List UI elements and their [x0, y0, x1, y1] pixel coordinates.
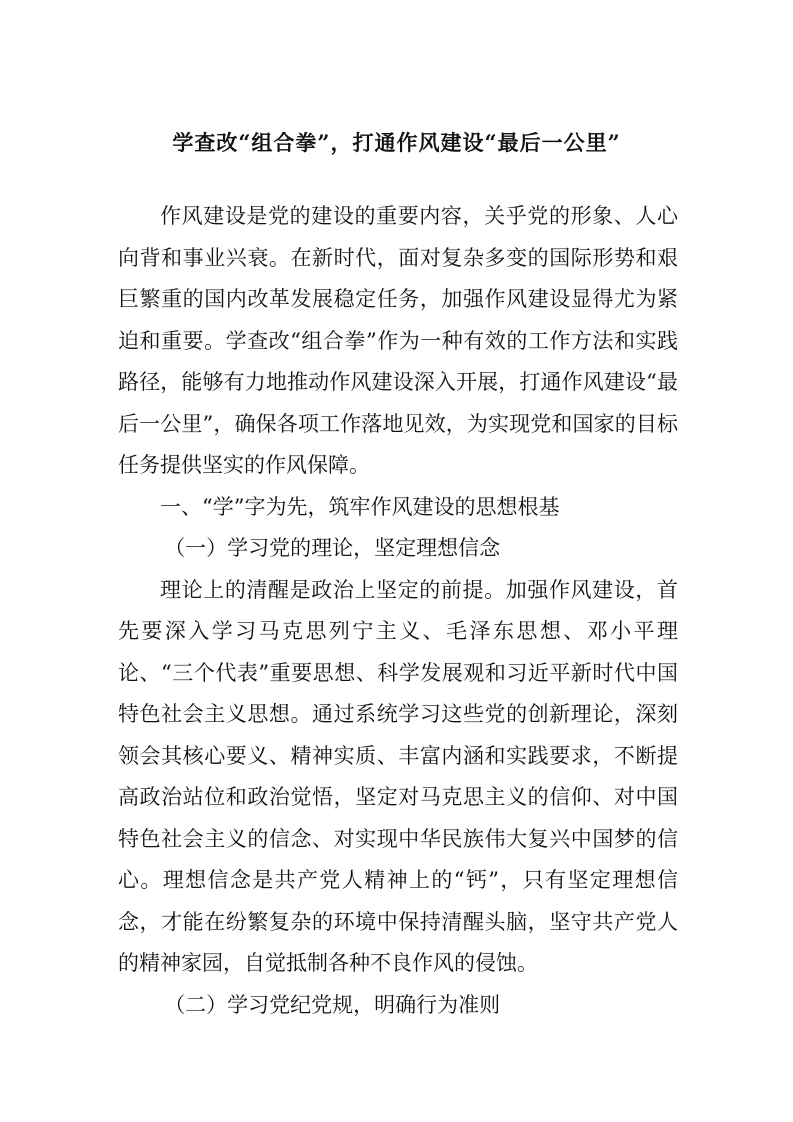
document-title: 学查改“组合拳”，打通作风建设“最后一公里”	[172, 130, 621, 155]
section-heading-1: 一、“学”字为先，筑牢作风建设的思想根基	[160, 494, 560, 519]
subsection-heading-2: （二）学习党纪党规，明确行为准则	[164, 992, 501, 1017]
document-body	[118, 196, 678, 1026]
subsection-heading-1: （一）学习党的理论，坚定理想信念	[164, 536, 501, 560]
intro-paragraph: 作风建设是党的建设的重要内容，关乎党的形象、人心向背和事业兴衰。在新时代，面对复杂多变的国际形势和艰巨繁重的国内改革发展稳定任务，加强作风建设显得尤为紧迫和重要。学查改“组合拳”作为一种有效的工作方法和实践路径，能够有力地推动作风建设深入开展，打通作风建设“最后一公里”，确保各项工作落地见效，为实现党和国家的目标任务提供坚实的作风保障。	[118, 204, 678, 477]
body-paragraph-1: 理论上的清醒是政治上坚定的前提。加强作风建设，首先要深入学习马克思列宁主义、毛泽东思想、邓小平理论、“三个代表”重要思想、科学发展观和习近平新时代中国特色社会主义思想。通过系统学习这些党的创新理论，深刻领会其核心要义、精神实质、丰富内涵和实践要求，不断提高政治站位和政治觉悟，坚定对马克思主义的信仰、对中国特色社会主义的信念、对实现中华民族伟大复兴中国梦的信心。理想信念是共产党人精神上的“钙”，只有坚定理想信念，才能在纷繁复杂的环境中保持清醒头脑，坚守共产党人的精神家园，自觉抵制各种不良作风的侵蚀。	[118, 577, 678, 975]
